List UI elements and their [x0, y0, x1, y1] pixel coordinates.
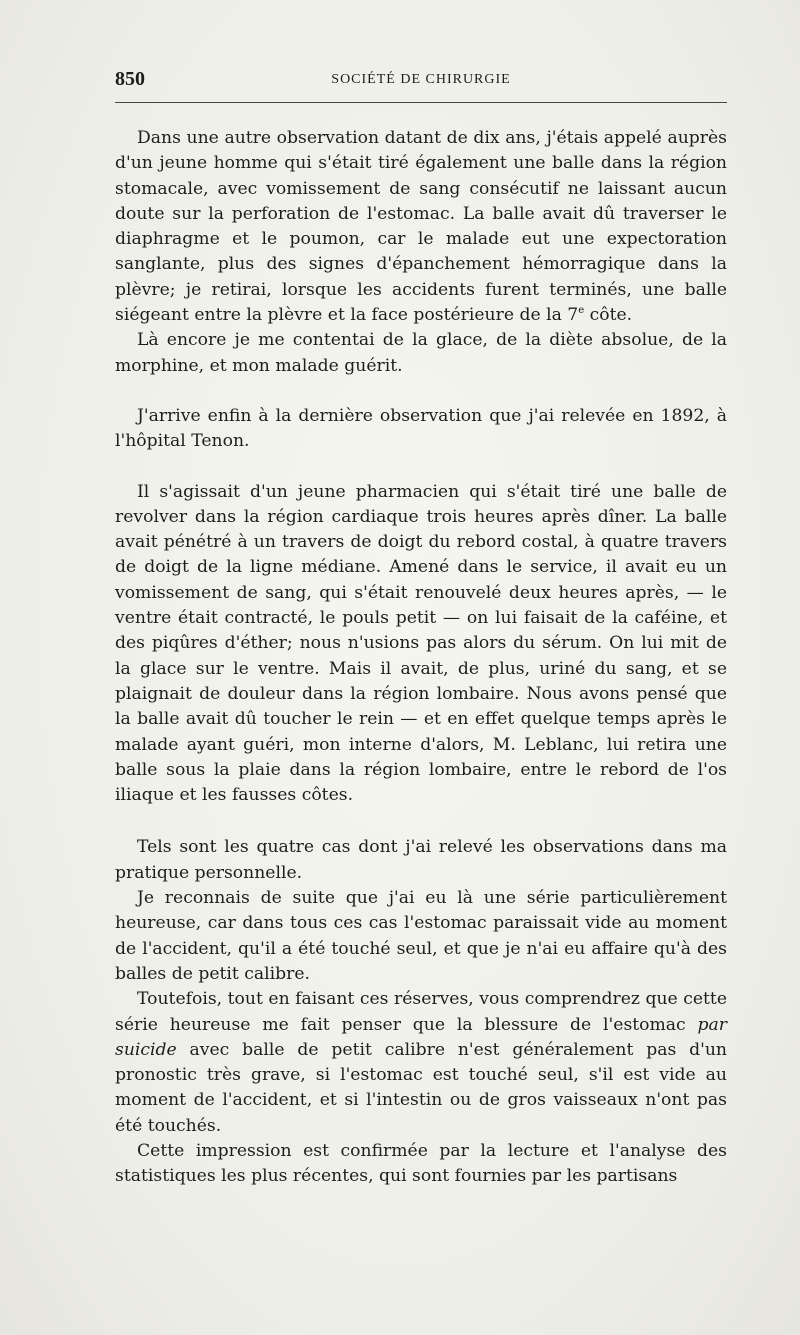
page-header [115, 68, 727, 94]
page-number: 850 [115, 68, 145, 90]
paragraph: Je reconnais de suite que j'ai eu là une série particulièrement heureuse, car dans tous ces cas l'estomac paraissait vide au moment de l'accident, qu'il a été touché seul, et que je n'ai eu affaire qu'à des balles de petit calibre. [115, 888, 727, 984]
paragraph: Dans une autre observation datant de dix ans, j'étais appelé auprès d'un jeune homme qui s'était tiré également une balle dans la région stomacale, avec vomissement de sang consécutif ne laissant aucun doute sur la perforation de l'estomac. La balle avait dû traverser le diaphragme et le poumon, car le malade eut une expectoration sanglante, plus des signes d'épanchement hémorragique dans la plèvre; je retirai, lorsque les accidents furent terminés, une balle siégeant entre la plèvre et la face postérieure de la 7e côte. [115, 128, 727, 326]
superscript: e [578, 305, 585, 317]
running-title: SOCIÉTÉ DE CHIRURGIE [331, 72, 511, 87]
header-rule [115, 102, 727, 103]
paragraph: Tels sont les quatre cas dont j'ai relevé les observations dans ma pratique personnelle. [115, 837, 727, 883]
paragraph: Là encore je me contentai de la glace, de la diète absolue, de la morphine, et mon malade guérit. [115, 330, 727, 376]
paragraph: Toutefois, tout en faisant ces réserves, vous comprendrez que cette série heureuse me fait penser que la blessure de l'estomac par suicide avec balle de petit calibre n'est généralement pas d'un pronostic très grave, si l'estomac est touché seul, s'il est vide au moment de l'accident, et si l'intestin ou de gros vaisseaux n'ont pas été touchés. [115, 989, 727, 1136]
paragraph: Il s'agissait d'un jeune pharmacien qui s'était tiré une balle de revolver dans la région cardiaque trois heures après dîner. La balle avait pénétré à un travers de doigt du rebord costal, à quatre travers de doigt de la ligne médiane. Amené dans le service, il avait eu un vomissement de sang, qui s'était renouvelé deux heures après, — le ventre était contracté, le pouls petit — on lui faisait de la caféine, et des piqûres d'éther; nous n'usions pas alors du sérum. On lui mit de la glace sur le ventre. Mais il avait, de plus, uriné du sang, et se plaignait de douleur dans la région lombaire. Nous avons pensé que la balle avait dû toucher le rein — et en effet quelque temps après le malade ayant guéri, mon interne d'alors, M. Leblanc, lui retira une balle sous la plaie dans la région lombaire, entre le rebord de l'os iliaque et les fausses côtes. [115, 481, 727, 806]
italic-phrase: par suicide [115, 1014, 727, 1060]
body-text [115, 126, 727, 1190]
paragraph: Cette impression est confirmée par la lecture et l'analyse des statistiques les plus récentes, qui sont fournies par les partisans [115, 1140, 727, 1187]
paragraph: J'arrive enfin à la dernière observation que j'ai relevée en 1892, à l'hôpital Tenon. [115, 405, 727, 452]
